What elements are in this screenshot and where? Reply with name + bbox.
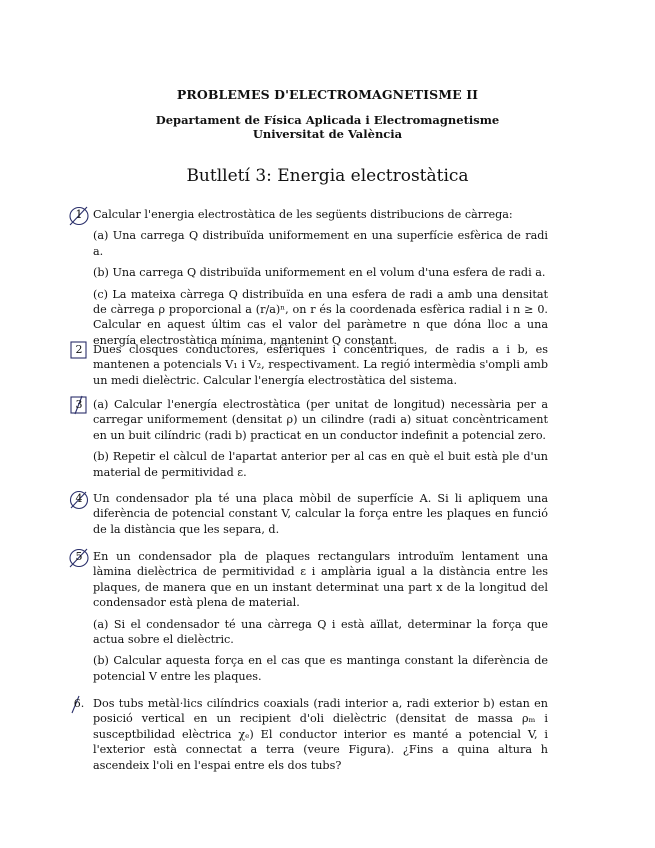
problem-2 xyxy=(93,342,548,388)
problem-5-part-b: (b) Calcular aquesta força en el cas que es mantinga constant la diferència de potencial V entre les plaques. xyxy=(93,654,548,683)
problem-number-text: 5 xyxy=(75,550,83,563)
problem-number-5 xyxy=(71,549,87,565)
problem-number-6 xyxy=(71,696,87,712)
university-name: Universitat de València xyxy=(252,127,403,141)
problem-6-text: Dos tubs metàl·lics cilíndrics coaxials (radi interior a, radi exterior b) estan en posició vertical en un recipient d'oli dielèctric (densitat de massa ρₘ i susceptbilidad elèctrica χₑ) El conductor interior es manté a potencial V, i l'exterior està connectat a terra (veure Figura). ¿Fins a quina altura h ascendeix l'oli en l'espai entre els dos tubs? xyxy=(93,697,548,772)
problem-1-intro: Calcular l'energia electrostàtica de les següents distribucions de càrrega: xyxy=(93,208,513,221)
problem-3 xyxy=(93,397,548,480)
problem-number-1 xyxy=(71,207,87,223)
problem-4-text: Un condensador pla té una placa mòbil de superfície A. Si li apliquem una diferència de potencial constant V, calcular la força entre les plaques en funció de la distància que les separa, d. xyxy=(93,492,548,536)
department-name: Departament de Física Aplicada i Electromagnetisme xyxy=(155,113,500,127)
problem-4 xyxy=(93,491,548,537)
problem-1-part-c: (c) La mateixa càrrega Q distribuïda en una esfera de radi a amb una densitat de càrrega ρ proporcional a (r/a)ⁿ, on r és la coordenada esfèrica radial i n ≥ 0. Calcular en aquest últim cas el valor del paràmetre n que dóna lloc a una energía electrostàtica mínima, mantenint Q constant. xyxy=(93,287,548,347)
problem-number-3 xyxy=(71,397,87,413)
problem-number-4 xyxy=(71,491,87,507)
problem-1-part-a: (a) Una carrega Q distribuïda uniformement en una superfície esfèrica de radi a. xyxy=(93,229,548,258)
problem-1 xyxy=(93,207,548,348)
problem-3-part-b: (b) Repetir el càlcul de l'apartat anterior per al cas en què el buit està ple d'un material de permitividad ε. xyxy=(93,450,548,479)
problem-6 xyxy=(93,696,548,773)
bulletin-title: Butlletí 3: Energia electrostàtica xyxy=(186,166,469,186)
problem-1-part-b: (b) Una carrega Q distribuïda uniformement en el volum d'una esfera de radi a. xyxy=(93,266,546,280)
problem-3-part-a: (a) Calcular l'energía electrostàtica (per unitat de longitud) necessària per a carregar uniformement (densitat ρ) un cilindre (radi a) situat concèntricament en un buit cilíndric (radi b) practicat en un conductor indefinit a potencial zero. xyxy=(93,398,548,442)
problem-number-2 xyxy=(71,342,87,358)
problem-number-text: 3 xyxy=(75,398,83,411)
problem-number-text: 1 xyxy=(75,208,83,221)
problem-5-part-a: (a) Si el condensador té una càrrega Q i està aïllat, determinar la força que actua sobre el dielèctric. xyxy=(93,617,548,647)
department-block xyxy=(0,113,655,141)
problem-2-text: Dues closques conductores, esfèriques i concèntriques, de radis a i b, es mantenen a potencials V₁ i V₂, respectivament. La regió intermèdia s'ompli amb un medi dielèctric. Calcular l'energía electrostàtica del sistema. xyxy=(93,343,548,387)
problem-number-text: 2 xyxy=(75,343,83,356)
problem-number-text: 6. xyxy=(73,697,85,710)
course-title: PROBLEMES D'ELECTROMAGNETISME II xyxy=(176,87,479,102)
problem-5-intro: En un condensador pla de plaques rectangulars introduïm lentament una làmina dielèctrica de permitividad ε i amplària igual a la distància entre les plaques, de manera que en un instant determinat una part x de la longitud del condensador està plena de material. xyxy=(93,550,548,610)
problem-5 xyxy=(93,549,548,684)
problem-number-text: 4 xyxy=(75,492,83,505)
